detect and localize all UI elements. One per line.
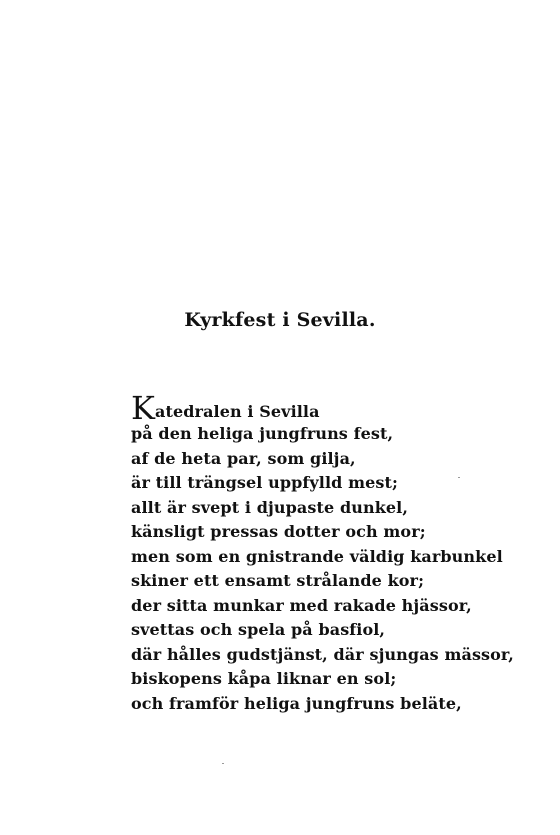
poem-line: allt är svept i djupaste dunkel, (131, 497, 409, 517)
poem-line: på den heliga jungfruns fest, (131, 424, 394, 443)
poem-line (131, 389, 511, 427)
poem-line: där hålles gudstjänst, där sjungas mässor, (131, 644, 514, 664)
first-line-text: atedralen i Sevilla (155, 402, 320, 421)
paper-speck (458, 477, 460, 478)
poem-line: skiner ett ensamt strålande kor; (131, 571, 425, 590)
poem-line: är till trängsel uppfylld mest; (131, 473, 399, 492)
poem-line: men som en gnistrande väldig karbunkel (131, 546, 503, 566)
poem-line: af de heta par, som gilja, (131, 448, 356, 468)
poem-line: der sitta munkar med rakade hjässor, (131, 595, 472, 615)
poem-title: Kyrkfest i Sevilla. (184, 309, 376, 331)
poem-line: känsligt pressas dotter och mor; (131, 522, 426, 541)
poem-line: och framför heliga jungfruns beläte, (131, 693, 462, 713)
poem-line: biskopens kåpa liknar en sol; (131, 669, 397, 688)
poem-line: svettas och spela på basfiol, (131, 620, 386, 639)
drop-cap: K (131, 389, 156, 427)
paper-speck (222, 763, 224, 764)
poem-body (131, 389, 514, 716)
